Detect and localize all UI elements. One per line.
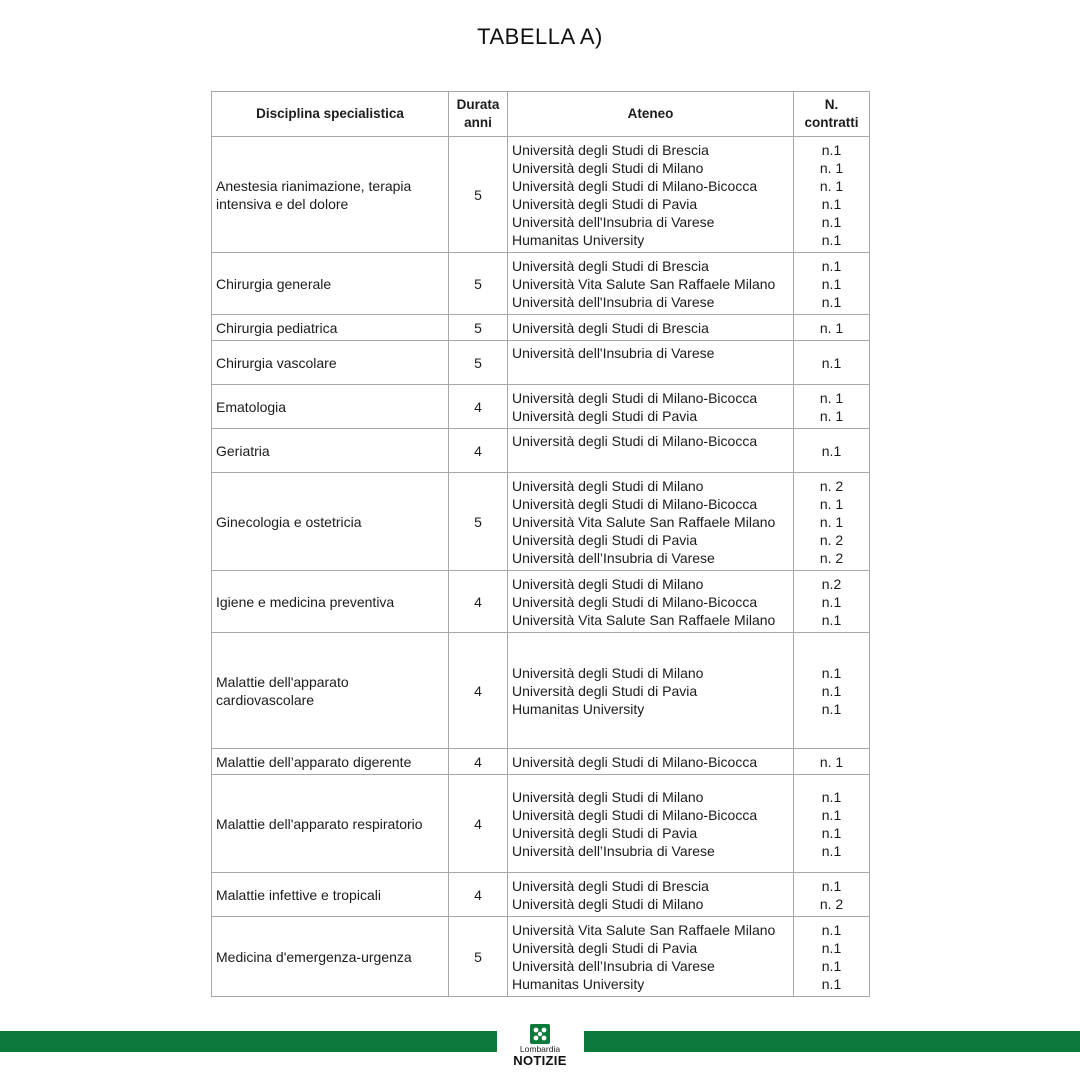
ateneo-line: Università degli Studi di Milano: [512, 895, 704, 912]
contratti-line: n.1: [821, 354, 842, 371]
table-row: [212, 253, 870, 315]
cell-durata: 4: [449, 873, 508, 917]
ateneo-line: Università dell’Insubria di Varese: [512, 842, 715, 859]
ateneo-line: Università dell’Insubria di Varese: [512, 549, 715, 566]
contratti-line: n.1: [821, 921, 842, 938]
contratti-line: n.2: [821, 575, 842, 592]
ateneo-line: Università degli Studi di Milano-Bicocca: [512, 753, 758, 770]
contratti-line: n. 2: [819, 531, 844, 548]
cell-ateneo: [508, 571, 794, 633]
table-row: [212, 429, 870, 473]
cell-disciplina: Chirurgia pediatrica: [212, 315, 449, 341]
header-disciplina: Disciplina specialistica: [212, 92, 449, 137]
cell-disciplina: Malattie dell'apparato cardiovascolare: [212, 633, 449, 749]
contratti-line: n. 1: [819, 177, 844, 194]
cell-ateneo: [508, 315, 794, 341]
ateneo-line: Università degli Studi di Milano-Bicocca: [512, 806, 758, 823]
cell-ateneo: [508, 873, 794, 917]
cell-durata: 4: [449, 429, 508, 473]
ateneo-line: Università degli Studi di Milano: [512, 159, 704, 176]
cell-durata: 4: [449, 749, 508, 775]
contratti-line: n.1: [821, 257, 842, 274]
contratti-line: n. 1: [819, 389, 844, 406]
cell-contratti: [794, 571, 870, 633]
ateneo-line: Università degli Studi di Milano-Bicocca: [512, 389, 758, 406]
contratti-line: n.1: [821, 975, 842, 992]
cell-ateneo: [508, 385, 794, 429]
cell-contratti: [794, 385, 870, 429]
cell-contratti: [794, 873, 870, 917]
cell-durata: 5: [449, 315, 508, 341]
ateneo-line: Università degli Studi di Milano: [512, 575, 704, 592]
cell-contratti: [794, 315, 870, 341]
contratti-line: n.1: [821, 141, 842, 158]
page-title: TABELLA A): [477, 24, 603, 49]
ateneo-line: Università degli Studi di Milano-Bicocca: [512, 177, 758, 194]
ateneo-line: Università degli Studi di Pavia: [512, 531, 698, 548]
contratti-line: n.1: [821, 593, 842, 610]
contratti-line: n. 1: [819, 319, 844, 336]
cell-durata: 5: [449, 253, 508, 315]
ateneo-line: Università dell'Insubria di Varese: [512, 293, 715, 310]
ateneo-line: Università degli Studi di Pavia: [512, 195, 698, 212]
contratti-line: n. 1: [819, 495, 844, 512]
cell-contratti: [794, 341, 870, 385]
specialty-table: [211, 91, 870, 997]
ateneo-line: Università degli Studi di Milano-Bicocca: [512, 433, 758, 449]
table-row: [212, 385, 870, 429]
table-row: [212, 749, 870, 775]
cell-durata: 4: [449, 571, 508, 633]
contratti-line: n.1: [821, 939, 842, 956]
cell-disciplina: Chirurgia vascolare: [212, 341, 449, 385]
table-row: [212, 571, 870, 633]
cell-contratti: [794, 253, 870, 315]
footer-bar-right: [584, 1031, 1080, 1052]
contratti-line: n.1: [821, 611, 842, 628]
footer: [0, 1020, 1080, 1080]
cell-ateneo: [508, 473, 794, 571]
contratti-line: n.1: [821, 293, 842, 310]
cell-disciplina: Geriatria: [212, 429, 449, 473]
cell-contratti: [794, 137, 870, 253]
table-body: [212, 137, 870, 997]
cell-contratti: [794, 633, 870, 749]
contratti-line: n. 2: [819, 477, 844, 494]
table-header-row: [212, 92, 870, 137]
cell-durata: 5: [449, 917, 508, 997]
contratti-line: n.1: [821, 806, 842, 823]
cell-ateneo: [508, 341, 794, 385]
cell-durata: 4: [449, 633, 508, 749]
ateneo-line: Università degli Studi di Brescia: [512, 319, 709, 336]
cell-disciplina: Ematologia: [212, 385, 449, 429]
contratti-line: n. 2: [819, 549, 844, 566]
ateneo-line: Università degli Studi di Milano-Bicocca: [512, 495, 758, 512]
table-row: [212, 633, 870, 749]
ateneo-line: Università degli Studi di Milano: [512, 477, 704, 494]
table-row: [212, 917, 870, 997]
ateneo-line: Università degli Studi di Pavia: [512, 682, 698, 699]
cell-disciplina: Malattie dell'apparato respiratorio: [212, 775, 449, 873]
table-row: [212, 473, 870, 571]
table-row: [212, 873, 870, 917]
cell-contratti: [794, 917, 870, 997]
cell-contratti: [794, 429, 870, 473]
ateneo-line: Università dell’Insubria di Varese: [512, 957, 715, 974]
ateneo-line: Università Vita Salute San Raffaele Milano: [512, 513, 776, 530]
contratti-line: n.1: [821, 195, 842, 212]
contratti-line: n.1: [821, 213, 842, 230]
ateneo-line: Humanitas University: [512, 975, 645, 992]
logo-line-1: Lombardia: [519, 1044, 561, 1054]
contratti-line: n. 1: [819, 407, 844, 424]
table-row: [212, 137, 870, 253]
ateneo-line: Università Vita Salute San Raffaele Milano: [512, 921, 776, 938]
contratti-line: n. 2: [819, 895, 844, 912]
cell-disciplina: Medicina d'emergenza-urgenza: [212, 917, 449, 997]
ateneo-line: Università degli Studi di Milano: [512, 664, 704, 681]
contratti-line: n.1: [821, 788, 842, 805]
cell-ateneo: [508, 633, 794, 749]
contratti-line: n.1: [821, 664, 842, 681]
cell-ateneo: [508, 775, 794, 873]
contratti-line: n.1: [821, 877, 842, 894]
cell-durata: 4: [449, 385, 508, 429]
contratti-line: n.1: [821, 275, 842, 292]
contratti-line: n.1: [821, 824, 842, 841]
table-row: [212, 341, 870, 385]
ateneo-line: Università Vita Salute San Raffaele Milano: [512, 275, 776, 292]
cell-contratti: [794, 749, 870, 775]
contratti-line: n.1: [821, 231, 842, 248]
table-row: [212, 775, 870, 873]
cell-disciplina: Malattie infettive e tropicali: [212, 873, 449, 917]
cell-contratti: [794, 473, 870, 571]
contratti-line: n. 1: [819, 159, 844, 176]
contratti-line: n.1: [821, 442, 842, 459]
rosa-camuna-icon: [530, 1024, 550, 1044]
header-ateneo: Ateneo: [508, 92, 794, 137]
ateneo-line: Università dell'Insubria di Varese: [512, 213, 715, 230]
ateneo-line: Università dell'Insubria di Varese: [512, 345, 715, 361]
lombardia-notizie-logo[interactable]: [508, 1024, 572, 1067]
cell-disciplina: Chirurgia generale: [212, 253, 449, 315]
cell-ateneo: [508, 917, 794, 997]
ateneo-line: Humanitas University: [512, 231, 645, 248]
header-contratti: N. contratti: [794, 92, 870, 137]
contratti-line: n. 1: [819, 753, 844, 770]
cell-disciplina: Igiene e medicina preventiva: [212, 571, 449, 633]
header-durata: Durata anni: [449, 92, 508, 137]
ateneo-line: Università degli Studi di Milano: [512, 788, 704, 805]
cell-ateneo: [508, 749, 794, 775]
ateneo-line: Università degli Studi di Pavia: [512, 407, 698, 424]
footer-bar-left: [0, 1031, 497, 1052]
ateneo-line: Università Vita Salute San Raffaele Milano: [512, 611, 776, 628]
contratti-line: n.1: [821, 957, 842, 974]
ateneo-line: Università degli Studi di Brescia: [512, 141, 709, 158]
cell-ateneo: [508, 429, 794, 473]
contratti-line: n.1: [821, 682, 842, 699]
ateneo-line: Università degli Studi di Pavia: [512, 939, 698, 956]
ateneo-line: Humanitas University: [512, 700, 645, 717]
cell-ateneo: [508, 137, 794, 253]
cell-ateneo: [508, 253, 794, 315]
ateneo-line: Università degli Studi di Brescia: [512, 877, 709, 894]
logo-line-2: NOTIZIE: [513, 1053, 567, 1068]
cell-durata: 5: [449, 341, 508, 385]
cell-disciplina: Malattie dell’apparato digerente: [212, 749, 449, 775]
contratti-line: n.1: [821, 700, 842, 717]
contratti-line: n. 1: [819, 513, 844, 530]
ateneo-line: Università degli Studi di Brescia: [512, 257, 709, 274]
cell-disciplina: Ginecologia e ostetricia: [212, 473, 449, 571]
cell-contratti: [794, 775, 870, 873]
ateneo-line: Università degli Studi di Milano-Bicocca: [512, 593, 758, 610]
contratti-line: n.1: [821, 842, 842, 859]
cell-disciplina: Anestesia rianimazione, terapia intensiva e del dolore: [212, 137, 449, 253]
cell-durata: 5: [449, 137, 508, 253]
cell-durata: 5: [449, 473, 508, 571]
table-row: [212, 315, 870, 341]
ateneo-line: Università degli Studi di Pavia: [512, 824, 698, 841]
cell-durata: 4: [449, 775, 508, 873]
